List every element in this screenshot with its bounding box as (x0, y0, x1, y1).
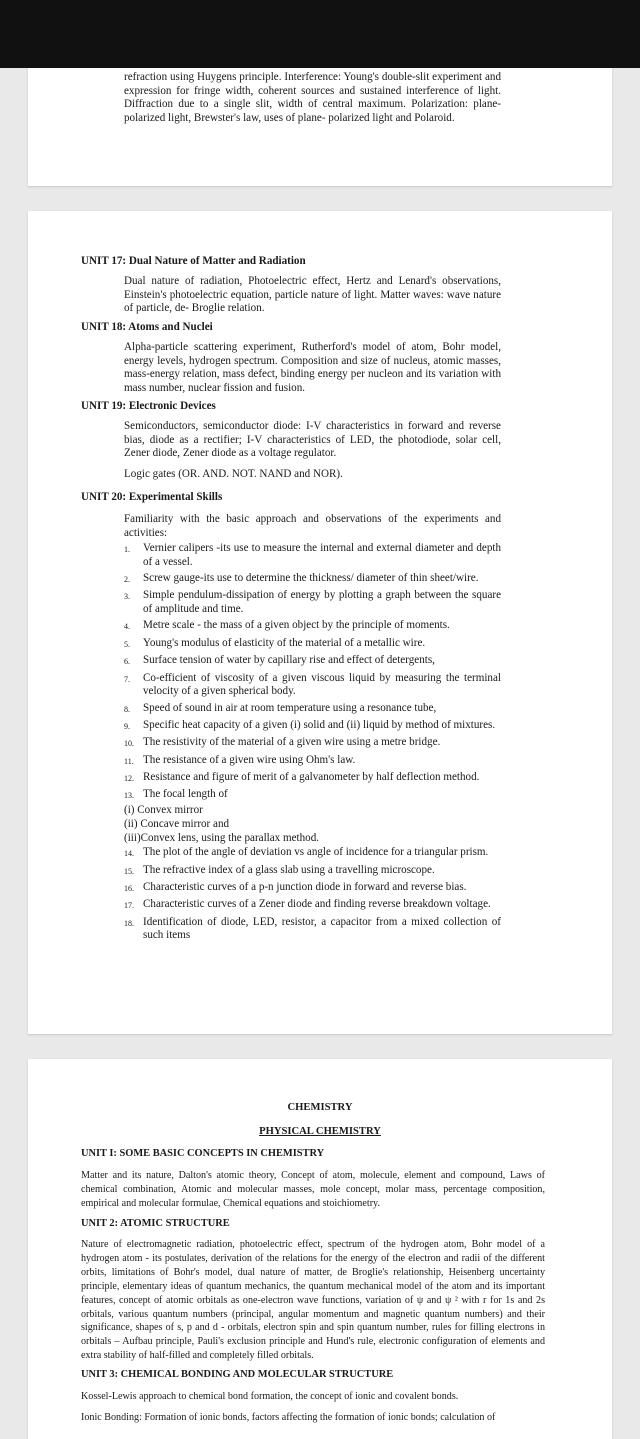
list-number: 13. (124, 791, 134, 801)
list-number: 3. (124, 592, 130, 602)
unit20-heading: UNIT 20: Experimental Skills (81, 491, 223, 503)
list-text: Simple pendulum-dissipation of energy by plotting a graph between the square of amplitude and time. (143, 589, 501, 615)
list-item (124, 864, 501, 879)
list-text: Young's modulus of elasticity of the material of a metallic wire. (143, 636, 426, 649)
list-text: Screw gauge-its use to determine the thickness/ diameter of thin sheet/wire. (143, 571, 479, 584)
list-text: (ii) Concave mirror and (124, 817, 230, 830)
list-text: Characteristic curves of a Zener diode and finding reverse breakdown voltage. (143, 898, 491, 911)
list-item (124, 846, 501, 861)
list-text: Identification of diode, LED, resistor, a capacitor from a mixed collection of such items (143, 915, 501, 942)
document-page-3 (28, 1059, 612, 1439)
list-number: 12. (124, 774, 134, 784)
list-number: 2. (124, 574, 130, 584)
chem-unit1-text: Matter and its nature, Dalton's atomic theory, Concept of atom, molecule, element and compound, Laws of chemical combination, Atomic and molecular masses, mole concept, molar mass, percentage composition, empirical and molecular formulae, Chemical equations and stoichiometry. (81, 1170, 545, 1209)
list-number: 11. (124, 756, 134, 766)
list-number: 5. (124, 639, 130, 649)
physical-chemistry-subtitle (28, 1126, 612, 1137)
list-item (124, 916, 501, 943)
list-number: 9. (124, 721, 130, 731)
list-number: 1. (124, 545, 130, 554)
chem-unit1-heading: UNIT I: SOME BASIC CONCEPTS IN CHEMISTRY (81, 1148, 325, 1159)
unit17-text: Dual nature of radiation, Photoelectric effect, Hertz and Lenard's observations, Einstein's photoelectric equation, particle nature of light. Matter waves: wave nature of particle, de- Broglie relation. (124, 275, 501, 315)
list-item (124, 542, 501, 569)
list-text: The focal length of (143, 788, 228, 801)
list-number: 15. (124, 866, 134, 876)
list-item (124, 672, 501, 699)
list-text: The plot of the angle of deviation vs angle of incidence for a triangular prism. (143, 846, 489, 859)
unit18-text: Alpha-particle scattering experiment, Rutherford's model of atom, Bohr model, energy levels, hydrogen spectrum. Composition and size of nucleus, atomic masses, mass-energy relation, mass defect, binding energy per nucleon and its variation with mass number, nuclear fission and fusion. (124, 341, 501, 394)
list-text: Co-efficient of viscosity of a given viscous liquid by measuring the terminal velocity of a given spherical body. (143, 671, 501, 698)
chem-unit3-heading: UNIT 3: CHEMICAL BONDING AND MOLECULAR STRUCTURE (81, 1369, 394, 1380)
list-item (124, 619, 501, 634)
list-number: 10. (124, 739, 134, 749)
list-text: Characteristic curves of a p-n junction diode in forward and reverse bias. (143, 881, 467, 893)
list-item (124, 771, 501, 786)
list-item (124, 881, 501, 896)
unit19-heading: UNIT 19: Electronic Devices (81, 400, 216, 412)
list-text: Vernier calipers -its use to measure the internal and external diameter and depth of a vessel. (143, 542, 501, 568)
unit20-intro: Familiarity with the basic approach and observations of the experiments and activities: (124, 513, 501, 539)
unit17-heading: UNIT 17: Dual Nature of Matter and Radiation (81, 255, 306, 267)
list-item (124, 702, 501, 717)
list-number: 14. (124, 849, 134, 859)
list-text: Speed of sound in air at room temperature using a resonance tube, (143, 701, 437, 714)
list-item (124, 572, 501, 587)
unit19-text: Semiconductors, semiconductor diode: I-V characteristics in forward and reverse bias, diode as a rectifier; I-V characteristics of LED, the photodiode, solar cell, Zener diode, Zener diode as a voltage regulator. (124, 420, 501, 460)
list-text: Metre scale - the mass of a given object by the principle of moments. (143, 619, 450, 632)
list-number: 16. (124, 884, 134, 893)
list-number: 4. (124, 622, 130, 632)
list-item (124, 898, 501, 913)
list-item (124, 788, 501, 803)
list-text: Resistance and figure of merit of a galvanometer by half deflection method. (143, 771, 480, 784)
list-number: 8. (124, 704, 130, 714)
list-subitem (124, 832, 501, 846)
list-item (124, 654, 501, 669)
list-item (124, 637, 501, 652)
chem-unit2-text: Nature of electromagnetic radiation, photoelectric effect, spectrum of the hydrogen atom, Bohr model of a hydrogen atom - its postulates, derivation of the relations for the energy of the electron and radii of the different orbits, limitations of Bohr's model, dual nature of matter, de Broglie's relationship, Heisenberg uncertainty principle, elementary ideas of quantum mechanics, the quantum mechanical model of the atom and its important features, concept of atomic orbitals as one-electron wave functions, variation of ψ and ψ ² with r for 1s and 2s orbitals, various quantum numbers (principal, angular momentum and magnetic quantum numbers) and their significance, shapes of s, p and d - orbitals, electron spin and spin quantum number, rules for filling electrons in orbitals – Aufbau principle, Pauli's exclusion principle and Hund's rule, electronic configuration of elements and extra stability of half-filled and completely filled orbitals. (81, 1239, 545, 1362)
list-text: The resistivity of the material of a given wire using a metre bridge. (143, 736, 441, 749)
chemistry-title: CHEMISTRY (287, 1102, 353, 1113)
chem-unit3-text2: Ionic Bonding: Formation of ionic bonds, factors affecting the formation of ionic bonds; calculation of (81, 1412, 496, 1423)
list-text: The resistance of a given wire using Ohm's law. (143, 753, 356, 766)
unit18-heading: UNIT 18: Atoms and Nuclei (81, 321, 213, 333)
optics-paragraph: refraction using Huygens principle. Interference: Young's double-slit experiment and expression for fringe width, coherent sources and sustained interference of light. Diffraction due to a single slit, width of central maximum. Polarization: plane-polarized light, Brewster's law, uses of plane- polarized light and Polaroid. (124, 71, 501, 124)
list-number: 18. (124, 918, 134, 928)
experiments-list (124, 542, 501, 946)
list-item (124, 736, 501, 751)
logic-gates-text: Logic gates (OR. AND. NOT. NAND and NOR). (124, 468, 343, 480)
list-subitem (124, 804, 501, 818)
list-text: (i) Convex mirror (124, 803, 203, 816)
list-text: Specific heat capacity of a given (i) solid and (ii) liquid by method of mixtures. (143, 718, 496, 731)
list-item (124, 719, 501, 734)
list-item (124, 589, 501, 616)
document-page-2 (28, 211, 612, 1034)
list-text: The refractive index of a glass slab using a travelling microscope. (143, 863, 435, 876)
list-item (124, 754, 501, 769)
chem-unit3-text: Kossel-Lewis approach to chemical bond formation, the concept of ionic and covalent bonds. (81, 1391, 459, 1402)
top-black-bar (0, 0, 640, 68)
list-subitem (124, 818, 501, 832)
list-number: 17. (124, 901, 134, 911)
physical-chemistry-text: PHYSICAL CHEMISTRY (259, 1126, 381, 1137)
list-text: Surface tension of water by capillary rise and effect of detergents, (143, 654, 435, 667)
chem-unit2-heading: UNIT 2: ATOMIC STRUCTURE (81, 1218, 230, 1229)
list-number: 6. (124, 657, 130, 667)
list-text: (iii)Convex lens, using the parallax method. (124, 832, 320, 845)
list-number: 7. (124, 674, 130, 684)
